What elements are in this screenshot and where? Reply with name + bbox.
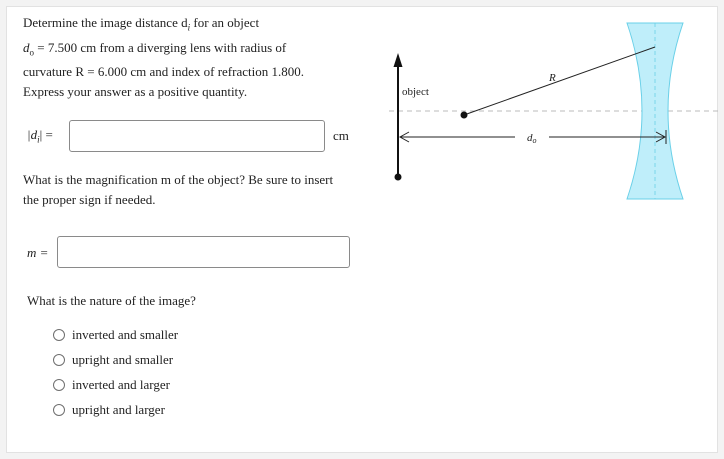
object-label: object	[402, 86, 429, 98]
center-of-curvature-dot	[461, 112, 468, 119]
distance-label: do	[527, 132, 537, 145]
option-inverted-smaller[interactable]: inverted and smaller	[53, 327, 178, 343]
radio-button[interactable]	[53, 379, 65, 391]
radio-button[interactable]	[53, 354, 65, 366]
radio-button[interactable]	[53, 404, 65, 416]
image-distance-unit: cm	[333, 128, 349, 143]
object-arrow-head	[394, 53, 403, 67]
magnification-label: m =	[27, 245, 49, 260]
image-distance-input[interactable]	[69, 120, 325, 152]
radio-button[interactable]	[53, 329, 65, 341]
option-inverted-larger[interactable]: inverted and larger	[53, 377, 170, 393]
q2-line-1: What is the magnification m of the object? Be sure to insert	[23, 172, 334, 187]
q2-line-2: the proper sign if needed.	[23, 192, 156, 207]
magnification-input[interactable]	[57, 236, 350, 268]
question-3-prompt: What is the nature of the image?	[27, 293, 196, 308]
question-card	[6, 6, 718, 453]
prompt-line-1: Determine the image distance $d_i$ for an object	[23, 15, 260, 33]
question-2-prompt	[23, 170, 363, 210]
prompt-line-2: $d_o = 7.500$ cm from a diverging lens with radius of	[23, 39, 287, 58]
image-distance-label: $|d_i|$ =	[27, 127, 53, 145]
option-upright-larger[interactable]: upright and larger	[53, 402, 165, 418]
radius-line	[464, 47, 655, 115]
lens-diagram	[389, 17, 719, 217]
radius-label: R	[549, 72, 556, 84]
prompt-line-3: curvature R = 6.000 cm and index of refraction 1.800.	[23, 64, 304, 80]
object-base-dot	[395, 174, 402, 181]
question-1-prompt	[23, 13, 343, 102]
prompt-line-4: Express your answer as a positive quantity.	[23, 84, 248, 100]
option-upright-smaller[interactable]: upright and smaller	[53, 352, 173, 368]
